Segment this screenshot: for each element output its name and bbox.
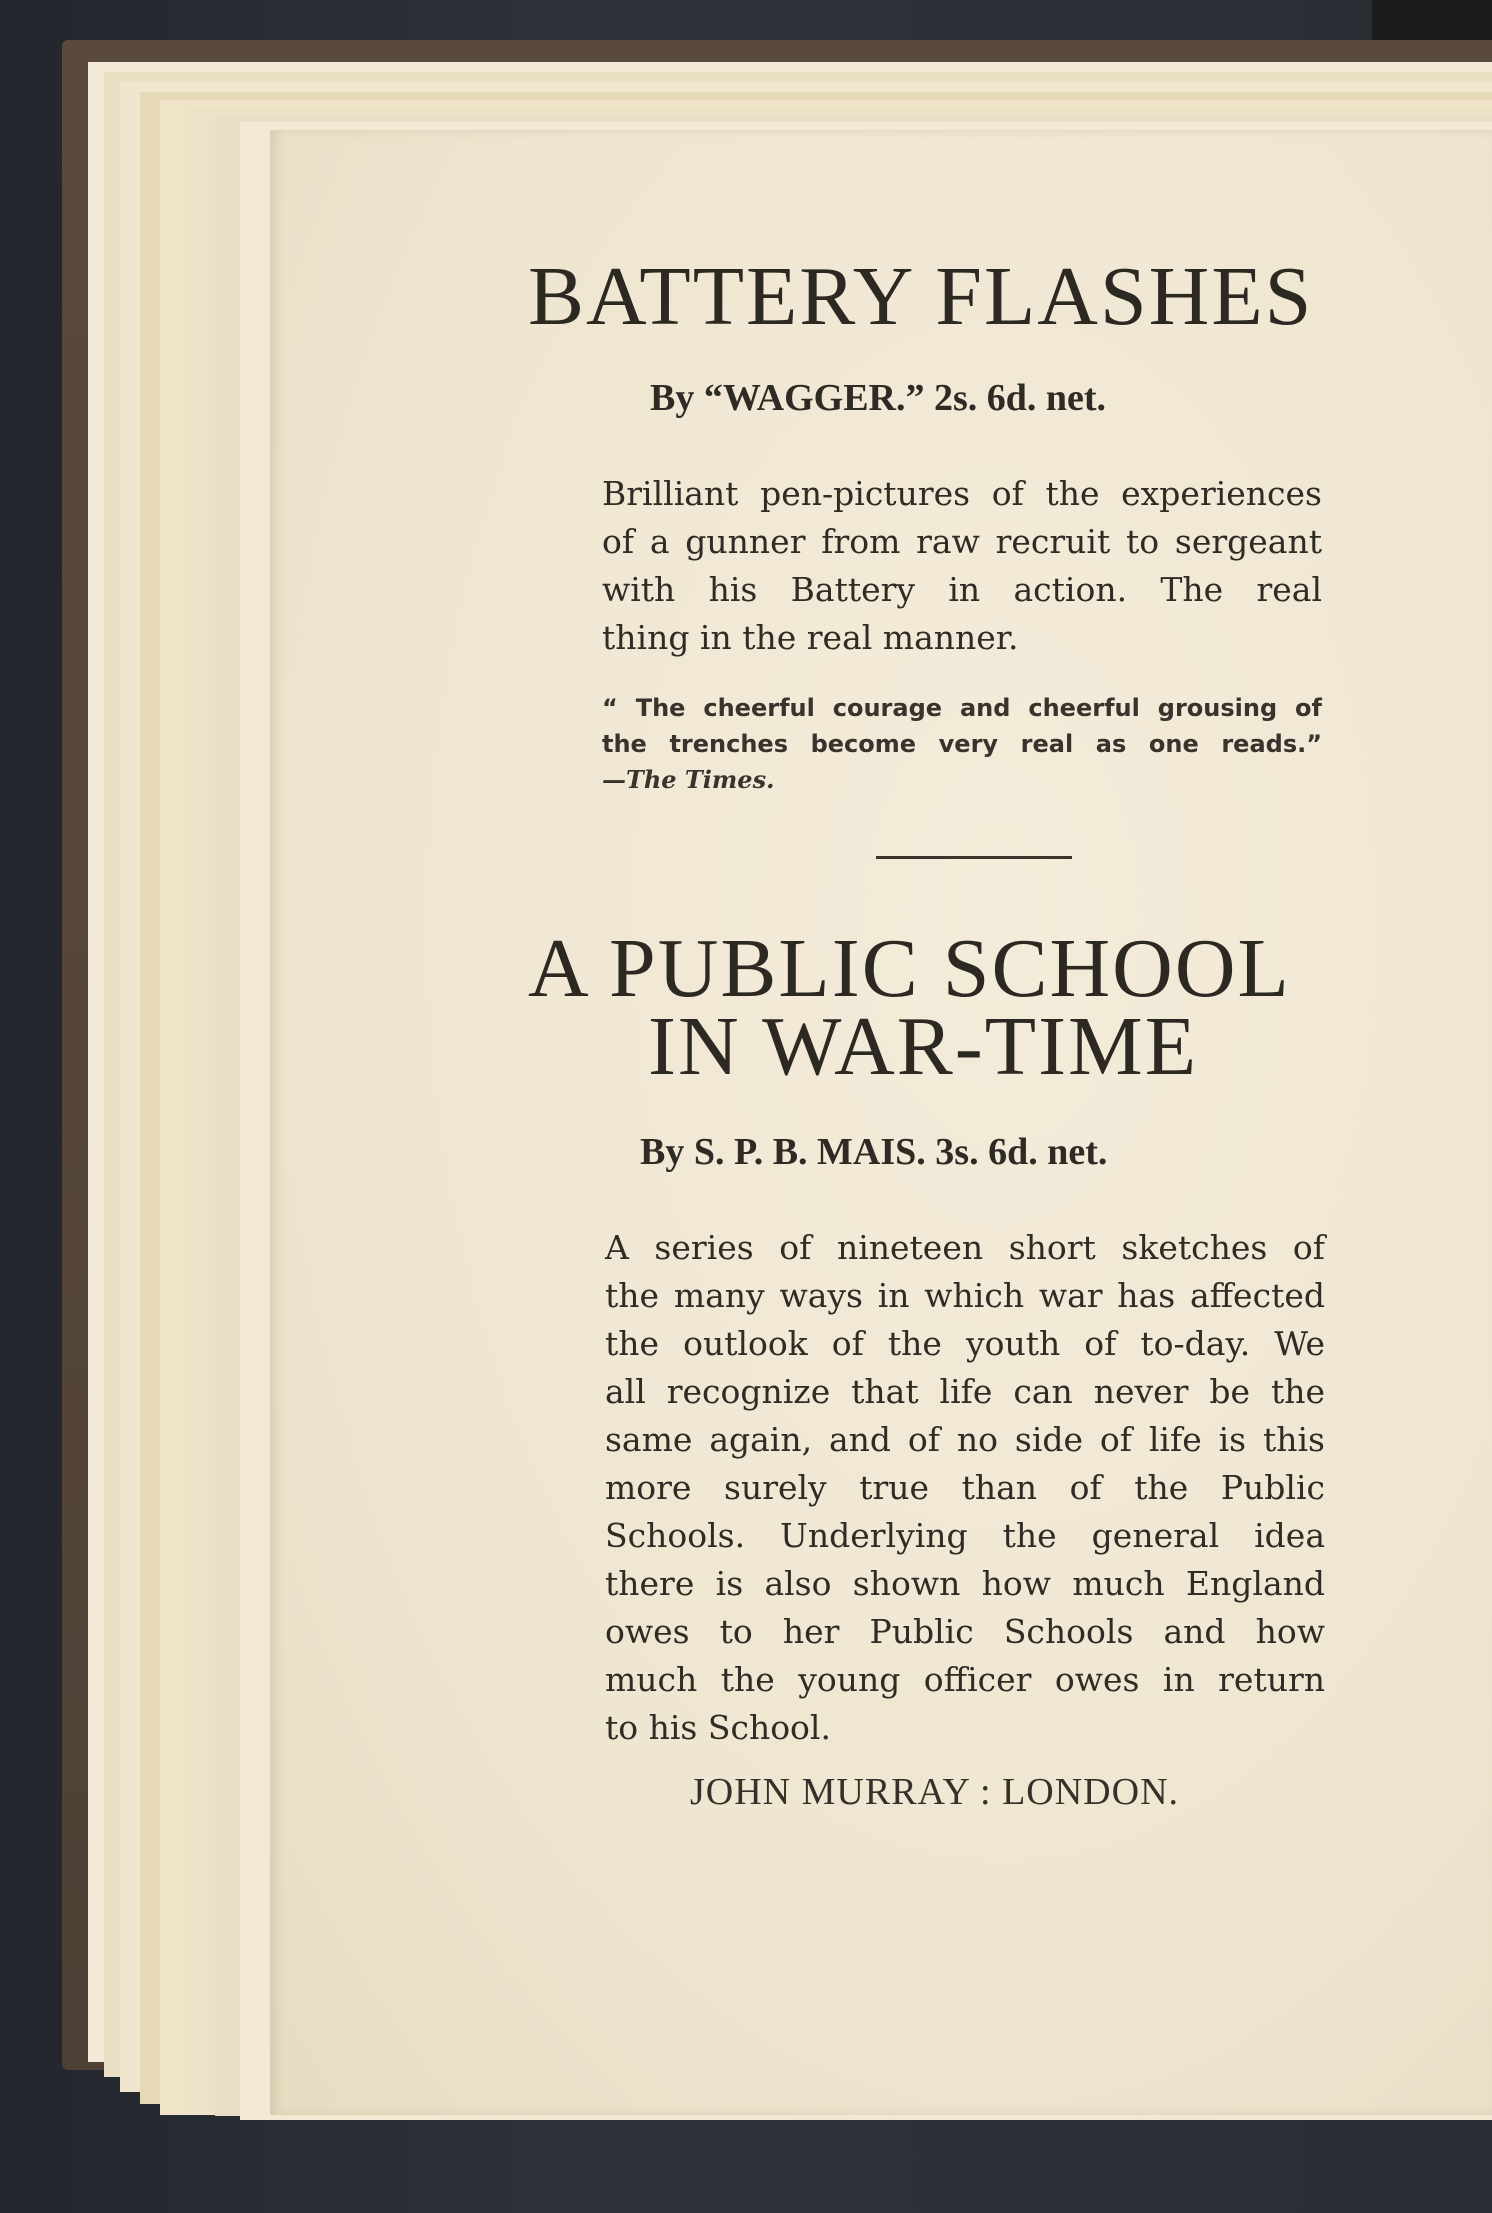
ad1-quote-line: the trenches become very real as one reads.” bbox=[602, 730, 1322, 758]
book-page bbox=[270, 130, 1492, 2115]
ad1-description-line: with his Battery in action. The real bbox=[602, 570, 1322, 609]
ad2-title-line1: A PUBLIC SCHOOL bbox=[528, 922, 1291, 1015]
ad2-description-line: more surely true than of the Public bbox=[605, 1468, 1325, 1507]
ad1-description-line: thing in the real manner. bbox=[602, 618, 1019, 657]
ad2-description-line: A series of nineteen short sketches of bbox=[605, 1228, 1325, 1267]
ad1-description-line: Brilliant pen-pictures of the experiences bbox=[602, 474, 1322, 513]
ad2-title-line2: IN WAR-TIME bbox=[648, 1000, 1199, 1093]
publisher-imprint: JOHN MURRAY : LONDON. bbox=[690, 1771, 1180, 1813]
ad2-description bbox=[605, 1224, 1325, 1752]
ad1-description bbox=[602, 470, 1322, 662]
ad1-byline: By “WAGGER.” 2s. 6d. net. bbox=[650, 377, 1107, 419]
ad2-description-line: same again, and of no side of life is this bbox=[605, 1420, 1325, 1459]
ad1-description-line: of a gunner from raw recruit to sergeant bbox=[602, 522, 1322, 561]
ad2-description-line: there is also shown how much England bbox=[605, 1564, 1325, 1603]
ad2-description-line: the many ways in which war has affected bbox=[605, 1276, 1325, 1315]
ad2-description-line: the outlook of the youth of to-day. We bbox=[605, 1324, 1325, 1363]
section-divider bbox=[876, 856, 1072, 859]
ad2-description-line: to his School. bbox=[605, 1708, 831, 1747]
ad2-description-line: much the young officer owes in return bbox=[605, 1660, 1325, 1699]
ad2-description-line: owes to her Public Schools and how bbox=[605, 1612, 1325, 1651]
ad2-description-line: Schools. Underlying the general idea bbox=[605, 1516, 1325, 1555]
ad1-title: BATTERY FLASHES bbox=[528, 250, 1314, 343]
ad1-review-quote bbox=[602, 690, 1322, 798]
page-content bbox=[270, 130, 1492, 2115]
ad2-description-line: all recognize that life can never be the bbox=[605, 1372, 1325, 1411]
ad1-quote-line: “ The cheerful courage and cheerful grousing of bbox=[602, 694, 1322, 722]
ad1-quote-source: —The Times. bbox=[602, 765, 775, 794]
ad2-byline: By S. P. B. MAIS. 3s. 6d. net. bbox=[640, 1131, 1108, 1173]
